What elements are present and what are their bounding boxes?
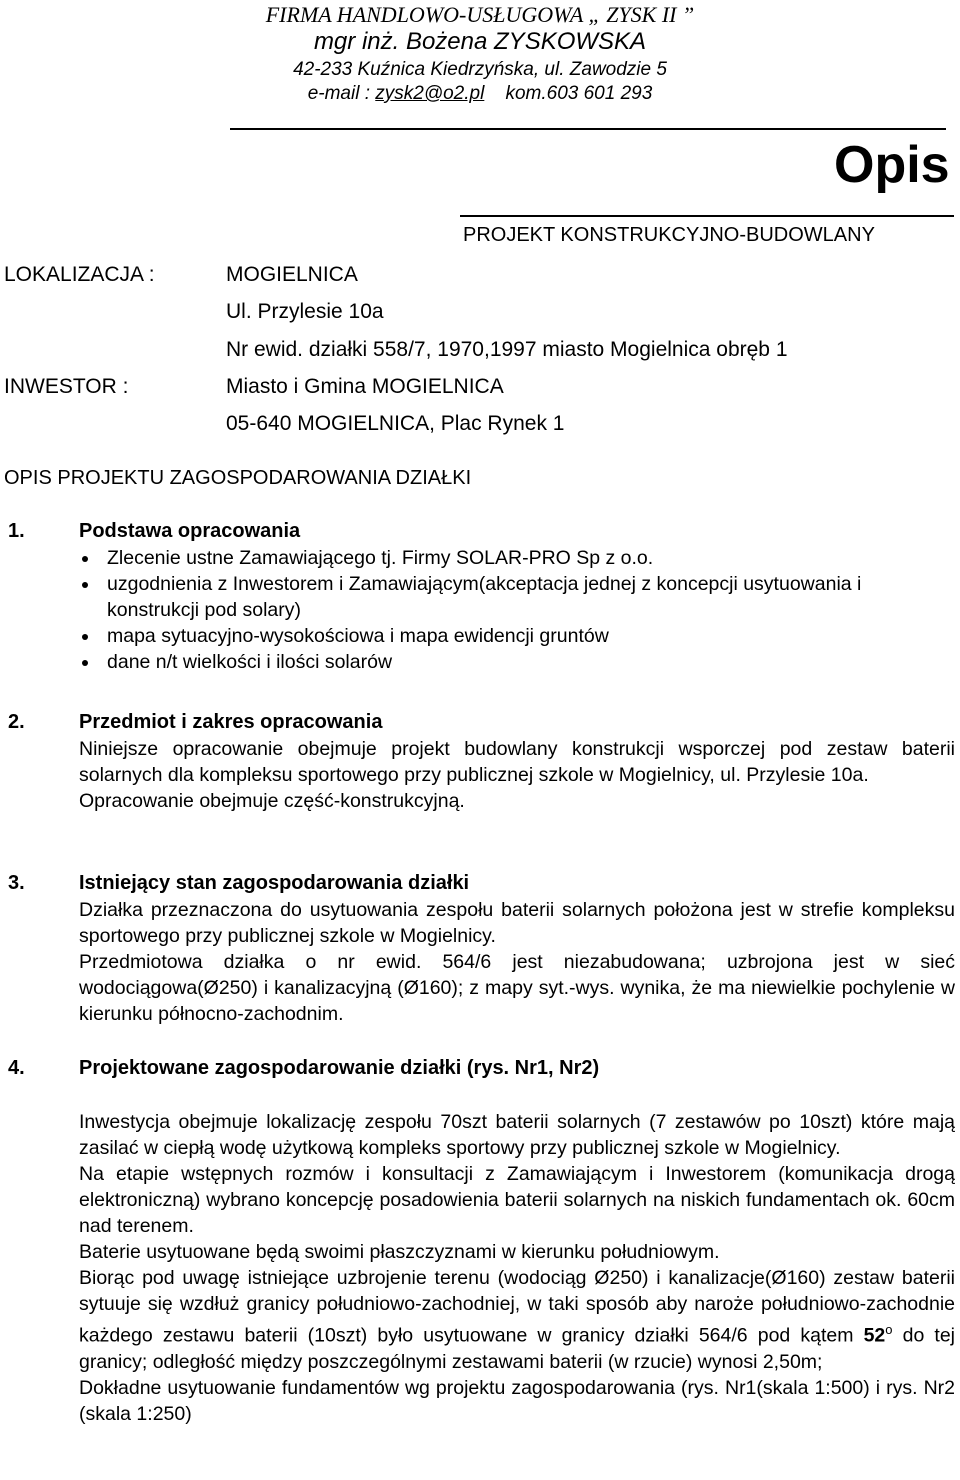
company-name: FIRMA HANDLOWO-USŁUGOWA „ ZYSK II ”: [265, 2, 695, 27]
section-1-heading: [8, 518, 301, 544]
investor-label: INWESTOR :: [4, 375, 129, 398]
location-parcel: Nr ewid. działki 558/7, 1970,1997 miasto Mogielnica obręb 1: [226, 338, 788, 361]
section-2-body: [79, 736, 955, 814]
bullet-icon: [82, 582, 88, 588]
paragraph: Dokładne usytuowanie fundamentów wg projektu zagospodarowania (rys. Nr1(skala 1:500) i rys. Nr2 (skala 1:250): [79, 1376, 955, 1425]
section-3-heading: [8, 870, 470, 896]
project-type: PROJEKT KONSTRUKCYJNO-BUDOWLANY: [463, 224, 875, 246]
section-4-heading: [8, 1055, 600, 1081]
investor-name: Miasto i Gmina MOGIELNICA: [226, 375, 504, 398]
owner-name: mgr inż. Bożena ZYSKOWSKA: [313, 28, 647, 55]
paragraph-angle: [79, 1265, 955, 1375]
bullet-icon: [82, 660, 88, 666]
header-divider: [230, 128, 946, 130]
section-4-body: [79, 1109, 955, 1427]
company-address: 42-233 Kuźnica Kiedrzyńska, ul. Zawodzie 5: [293, 59, 667, 80]
list-item-text: uzgodnienia z Inwestorem i Zamawiającym(akceptacja jednej z koncepcji usytuowania i konstrukcji pod solary): [107, 573, 862, 621]
paragraph: Inwestycja obejmuje lokalizację zespołu 70szt baterii solarnych (7 zestawów po 10szt) które mają zasilać w ciepłą wodę użytkową kompleks sportowy przy publicznej szkole w Mogielnicy.: [79, 1111, 955, 1159]
bullet-icon: [82, 634, 88, 640]
list-item-text: Zlecenie ustne Zamawiającego tj. Firmy SOLAR-PRO Sp z o.o.: [107, 547, 654, 569]
degree-mark: o: [885, 1322, 893, 1337]
paragraph: Niniejsze opracowanie obejmuje projekt budowlany konstrukcji wsporczej pod zestaw baterii solarnych dla kompleksu sportowego przy publicznej szkole w Mogielnicy, ul. Przylesie 10a.: [79, 738, 955, 786]
document-title: Opis: [834, 136, 950, 194]
paragraph: Działka przeznaczona do usytuowania zespołu baterii solarnych położona jest w strefie kompleksu sportowego przy publicznej szkole w Mogielnicy.: [79, 899, 955, 947]
section-number: 3.: [8, 872, 25, 894]
angle-text-before: Biorąc pod uwagę istniejące uzbrojenie terenu (wodociąg Ø250) i kanalizacje(Ø160) zestaw baterii sytuuje się wzdłuż granicy południowo-zachodniej, w taki sposób aby naroże południowo-zachodnie każdego zestawu baterii (10szt) było usytuowane w granicy działki 564/6 pod kątem: [79, 1267, 955, 1347]
paragraph: Opracowanie obejmuje część-konstrukcyjną.: [79, 790, 465, 812]
basis-list: [79, 545, 939, 675]
list-item: [79, 623, 939, 649]
bullet-icon: [82, 556, 88, 562]
email-label: e-mail :: [307, 83, 376, 104]
main-heading: OPIS PROJEKTU ZAGOSPODAROWANIA DZIAŁKI: [4, 467, 472, 489]
section-number: 2.: [8, 711, 25, 733]
list-item-text: dane n/t wielkości i ilości solarów: [107, 651, 393, 673]
section-2-heading: [8, 709, 383, 735]
list-item-text: mapa sytuacyjno-wysokościowa i mapa ewidencji gruntów: [107, 625, 609, 647]
phone-number: kom.603 601 293: [505, 83, 653, 104]
paragraph: Baterie usytuowane będą swoimi płaszczyznami w kierunku południowym.: [79, 1241, 720, 1263]
location-label: LOKALIZACJA :: [4, 263, 155, 286]
section-3-body: [79, 897, 955, 1027]
section-number: 4.: [8, 1057, 25, 1079]
location-street: Ul. Przylesie 10a: [226, 300, 384, 323]
list-item: [79, 545, 939, 571]
section-title: Projektowane zagospodarowanie działki (rys. Nr1, Nr2): [79, 1057, 600, 1079]
section-title: Podstawa opracowania: [79, 520, 301, 542]
section-number: 1.: [8, 520, 25, 542]
angle-text-after: do tej granicy; odległość między poszczególnymi zestawami baterii (w rzucie) wynosi 2,50m;: [79, 1324, 955, 1373]
contact-line: [0, 81, 960, 107]
angle-value: 52: [863, 1324, 886, 1347]
location-city: MOGIELNICA: [226, 263, 358, 286]
paragraph: Na etapie wstępnych rozmów i konsultacji z Zamawiającym i Inwestorem (komunikacja drogą elektroniczną) wybrano koncepcję posadowienia baterii solarnych na niskich fundamentach ok. 60cm nad terenem.: [79, 1163, 955, 1237]
email-link[interactable]: zysk2@o2.pl: [375, 83, 485, 104]
section-title: Przedmiot i zakres opracowania: [79, 711, 383, 733]
list-item: [79, 649, 939, 675]
list-item: [79, 571, 939, 623]
paragraph: Przedmiotowa działka o nr ewid. 564/6 jest niezabudowana; uzbrojona jest w sieć wodociągowa(Ø250) i kanalizacyjną (Ø160); z mapy syt.-wys. wynika, że ma niewielkie pochylenie w kierunku północno-zachodnim.: [79, 951, 955, 1025]
title-divider: [460, 215, 954, 217]
investor-address: 05-640 MOGIELNICA, Plac Rynek 1: [226, 412, 565, 435]
section-title: Istniejący stan zagospodarowania działki: [79, 872, 470, 894]
